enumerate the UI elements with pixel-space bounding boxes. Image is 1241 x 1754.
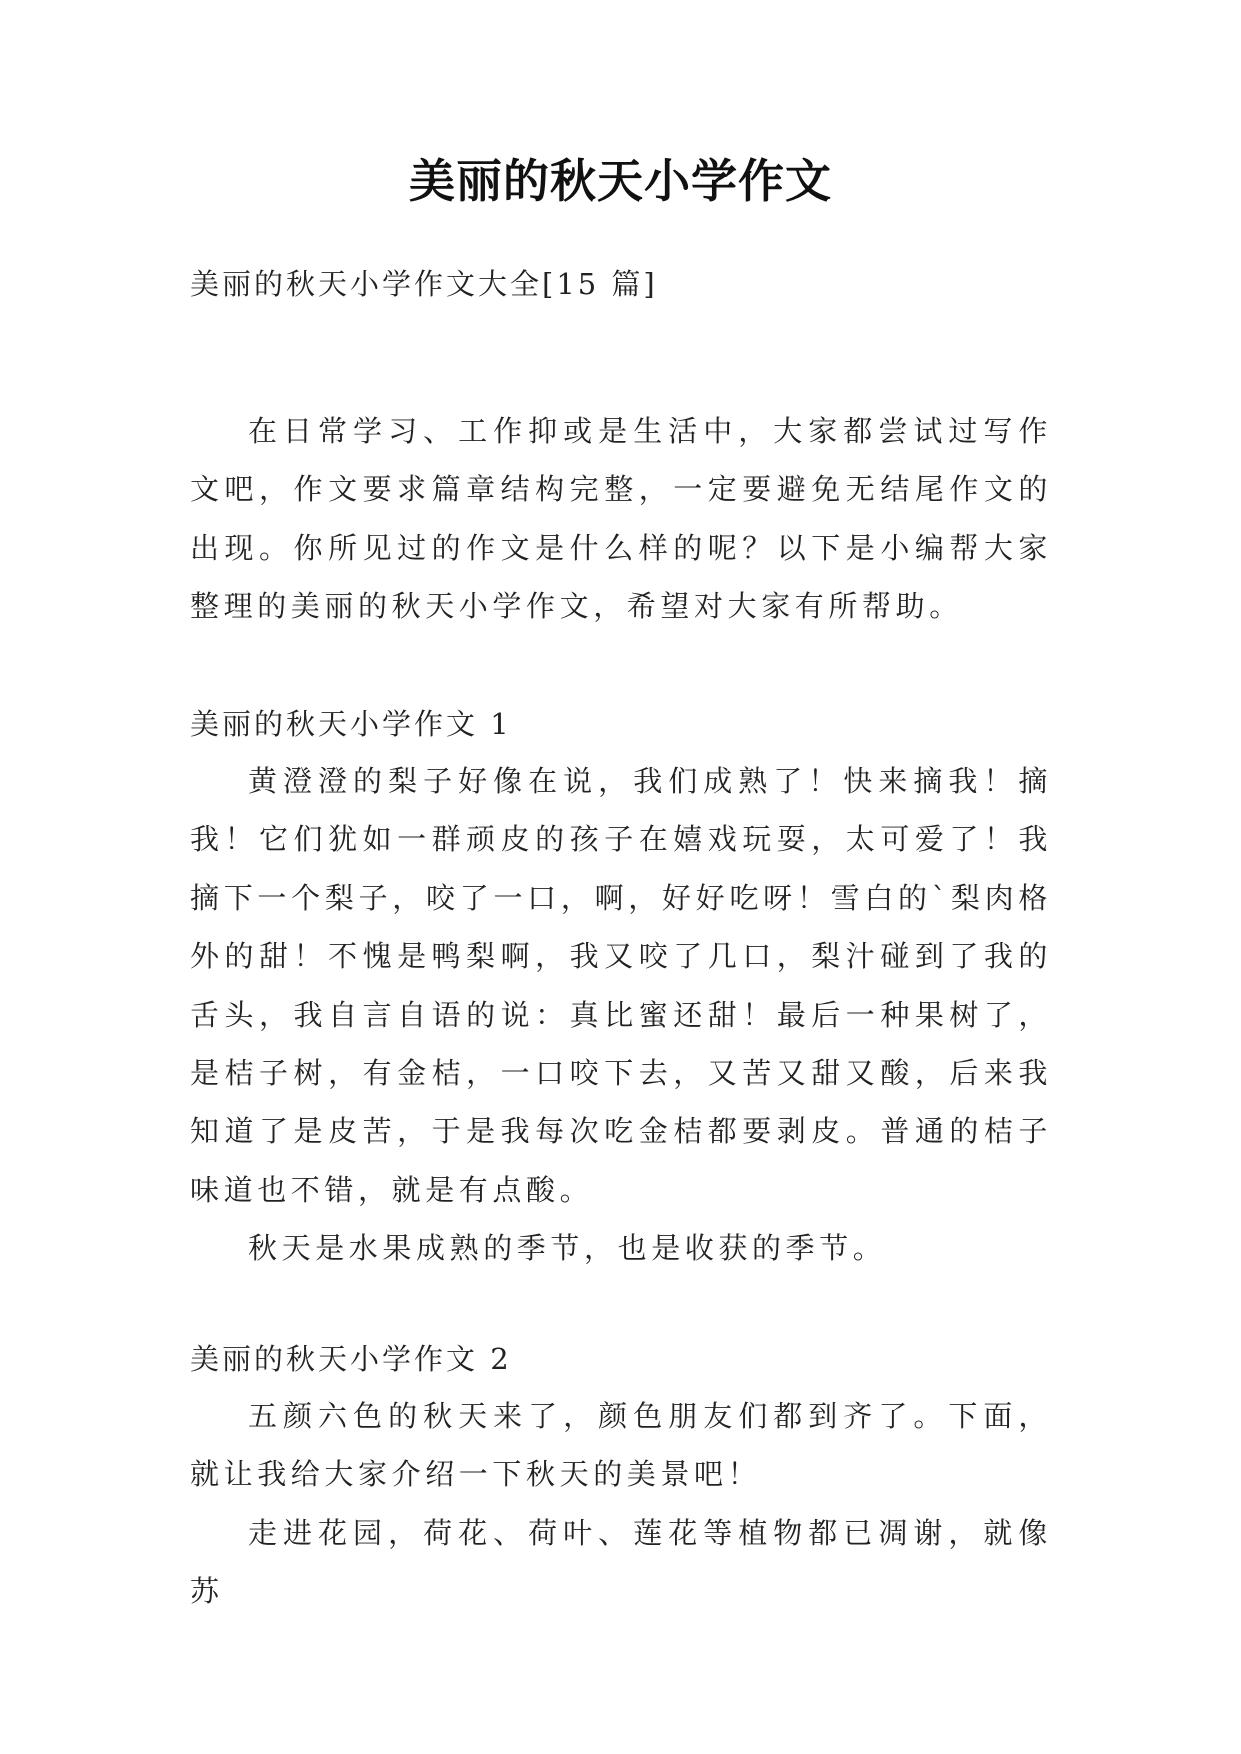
- section-2-paragraph-1: 五颜六色的秋天来了，颜色朋友们都到齐了。下面，就让我给大家介绍一下秋天的美景吧！: [190, 1399, 1052, 1492]
- section-body-2: [190, 1387, 1052, 1621]
- document-subtitle: 美丽的秋天小学作文大全[15 篇]: [190, 267, 658, 301]
- section-1-paragraph-1: 黄澄澄的梨子好像在说，我们成熟了！快来摘我！摘我！它们犹如一群顽皮的孩子在嬉戏玩耍，太可爱了！我摘下一个梨子，咬了一口，啊，好好吃呀！雪白的`梨肉格外的甜！不愧是鸭梨啊，我又咬了几口，梨汁碰到了我的舌头，我自言自语的说：真比蜜还甜！最后一种果树了，是桔子树，有金桔，一口咬下去，又苦又甜又酸，后来我知道了是皮苦，于是我每次吃金桔都要剥皮。普通的桔子味道也不错，就是有点酸。: [190, 764, 1052, 1207]
- document-title: 美丽的秋天小学作文: [409, 154, 832, 208]
- section-2-paragraph-2: 走进花园，荷花、荷叶、莲花等植物都已凋谢，就像苏: [190, 1515, 1052, 1609]
- section-heading-2: 美丽的秋天小学作文 2: [190, 1342, 512, 1376]
- intro-block: [190, 402, 1052, 636]
- section-1-paragraph-2: 秋天是水果成熟的季节，也是收获的季节。: [248, 1231, 887, 1266]
- section-heading-1: 美丽的秋天小学作文 1: [190, 707, 512, 741]
- section-body-1: [190, 752, 1052, 1278]
- intro-paragraph: 在日常学习、工作抑或是生活中，大家都尝试过写作文吧，作文要求篇章结构完整，一定要避免无结尾作文的出现。你所见过的作文是什么样的呢？以下是小编帮大家整理的美丽的秋天小学作文，希望对大家有所帮助。: [190, 414, 1052, 624]
